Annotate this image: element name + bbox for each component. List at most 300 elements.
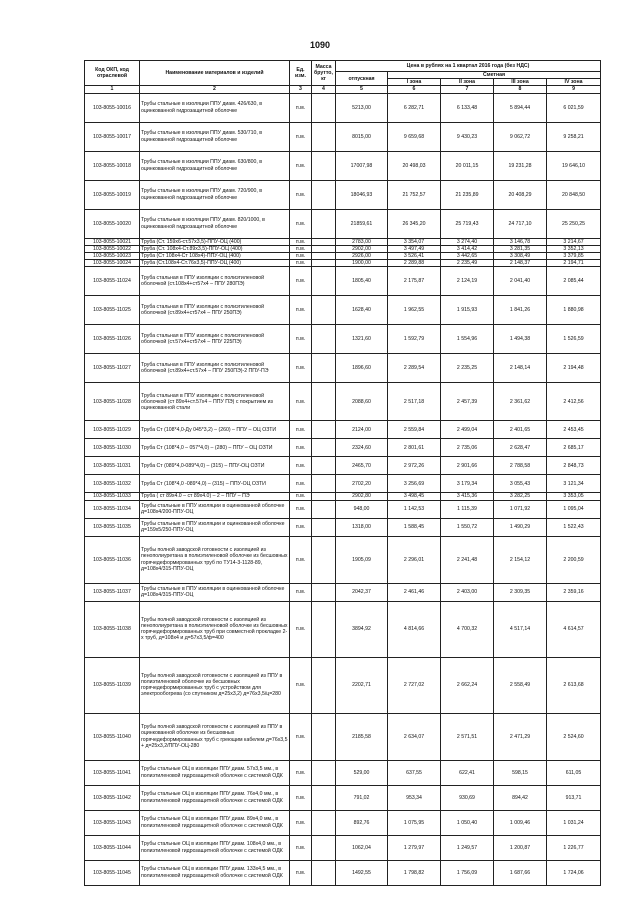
row-zone-4-price: 1 522,43 [547,518,601,536]
row-zone-2-price: 20 011,15 [441,151,494,180]
row-release-price: 21859,61 [336,209,388,238]
row-zone-3-price: 598,15 [494,760,547,785]
row-zone-1-price: 2 175,87 [388,267,441,296]
row-zone-3-price: 1 200,87 [494,835,547,860]
header-code: Код ОКП, код отраслевой [85,61,140,86]
row-zone-1-price: 2 289,88 [388,260,441,267]
row-zone-4-price: 2 085,44 [547,267,601,296]
row-zone-4-price: 9 258,21 [547,122,601,151]
row-mass [312,500,336,518]
table-row [85,860,601,885]
table-row [85,457,601,475]
column-index: 1 [85,86,140,93]
row-zone-3-price: 1 841,26 [494,296,547,325]
row-zone-3-price: 19 231,28 [494,151,547,180]
row-code: 103-8055-10024 [85,260,140,267]
row-zone-2-price: 2 124,19 [441,267,494,296]
row-mass [312,296,336,325]
table-header [85,61,601,94]
row-unit: п.м. [290,354,312,383]
row-zone-2-price: 1 554,96 [441,325,494,354]
row-release-price: 1628,40 [336,296,388,325]
row-release-price: 2902,00 [336,245,388,252]
row-zone-2-price: 2 571,51 [441,713,494,760]
row-name: Трубы стальные ОЦ в изоляции ППУ диам. 133х4,5 мм., в полиэтиленовой гидрозащитной оболочке с системой ОДК [140,860,290,885]
row-name: Трубы полной заводской готовности с изоляцией из ППУ в полиэтиленовой оболочке из бесшовных горячедеформированных труб с устройством для электрообогрева (со спутником д=25х3,2) д=76х3,5/ц=280 [140,657,290,713]
row-code: 103-8055-11036 [85,536,140,583]
row-code: 103-8055-10023 [85,253,140,260]
row-name: Трубы стальные ОЦ в изоляции ППУ диам. 57х3,5 мм., в полиэтиленовой гидрозащитной оболочке с системой ОДК [140,760,290,785]
row-zone-2-price: 9 430,23 [441,122,494,151]
row-unit: п.м. [290,238,312,245]
table-row [85,383,601,421]
row-release-price: 2124,00 [336,421,388,439]
table-row [85,260,601,267]
row-zone-3-price: 3 281,35 [494,245,547,252]
row-unit: п.м. [290,860,312,885]
row-zone-1-price: 3 497,49 [388,245,441,252]
row-zone-4-price: 1 526,59 [547,325,601,354]
row-zone-2-price: 1 915,93 [441,296,494,325]
row-unit: п.м. [290,209,312,238]
row-unit: п.м. [290,296,312,325]
row-unit: п.м. [290,151,312,180]
header-name: Наименование материалов и изделий [140,61,290,86]
row-name: Трубы стальные ОЦ в изоляции ППУ диам. 89х4,0 мм., в полиэтиленовой гидрозащитной оболочке с системой ОДК [140,810,290,835]
row-name: Трубы стальные ОЦ в изоляции ППУ диам. 76х4,0 мм., в полиэтиленовой гидрозащитной оболочке с системой ОДК [140,785,290,810]
row-zone-4-price: 611,05 [547,760,601,785]
row-name: Трубы полной заводской готовности с изоляцией из ППУ в оцинкованной оболочке из бесшовных горячедеформированных труб с греющим кабелем д=76х3,5 + д=25х3,2/ППУ-ОЦ-280 [140,713,290,760]
header-unit: Ед. изм. [290,61,312,86]
row-zone-4-price: 1 095,04 [547,500,601,518]
header-release: отпускная [336,72,388,86]
row-code: 103-8055-11039 [85,657,140,713]
header-zone-4: IV зона [547,79,601,86]
row-zone-1-price: 3 526,41 [388,253,441,260]
row-code: 103-8055-11031 [85,457,140,475]
row-name: Трубы полной заводской готовности с изоляцией из пенополиуретана в полиэтиленовой оболочке из бесшовных горячедеформированных труб по ТУ14-3-1128-89, д=108х4/315-ППУ-ОЦ [140,536,290,583]
row-release-price: 1062,04 [336,835,388,860]
row-release-price: 17007,98 [336,151,388,180]
row-release-price: 948,00 [336,500,388,518]
row-zone-2-price: 2 235,25 [441,354,494,383]
row-code: 103-8055-11027 [85,354,140,383]
row-mass [312,760,336,785]
row-code: 103-8055-10017 [85,122,140,151]
row-zone-3-price: 20 408,29 [494,180,547,209]
row-code: 103-8055-11040 [85,713,140,760]
row-zone-2-price: 1 249,57 [441,835,494,860]
row-unit: п.м. [290,500,312,518]
row-zone-1-price: 20 498,03 [388,151,441,180]
row-mass [312,713,336,760]
column-index: 9 [547,86,601,93]
row-zone-4-price: 4 614,57 [547,601,601,657]
row-zone-4-price: 6 021,59 [547,93,601,122]
row-zone-3-price: 2 148,37 [494,260,547,267]
row-release-price: 5213,00 [336,93,388,122]
table-row [85,267,601,296]
row-zone-3-price: 3 055,43 [494,475,547,493]
table-row [85,253,601,260]
row-zone-4-price: 25 250,25 [547,209,601,238]
table-body [85,93,601,885]
row-code: 103-8055-11037 [85,583,140,601]
row-zone-4-price: 3 121,34 [547,475,601,493]
row-zone-3-price: 1 071,92 [494,500,547,518]
row-name: Трубы стальные в ППУ изоляции и оцинкованной оболочке д=159х5/250-ППУ-ОЦ [140,518,290,536]
row-code: 103-8055-11034 [85,500,140,518]
row-zone-2-price: 2 901,66 [441,457,494,475]
row-unit: п.м. [290,657,312,713]
row-unit: п.м. [290,835,312,860]
row-zone-4-price: 2 685,17 [547,439,601,457]
row-zone-4-price: 19 646,10 [547,151,601,180]
row-mass [312,475,336,493]
header-estimate: Сметная [388,72,601,79]
row-release-price: 791,02 [336,785,388,810]
row-release-price: 8015,00 [336,122,388,151]
row-zone-2-price: 1 115,39 [441,500,494,518]
row-zone-1-price: 9 659,68 [388,122,441,151]
row-mass [312,245,336,252]
row-code: 103-8055-11041 [85,760,140,785]
row-zone-2-price: 3 442,65 [441,253,494,260]
row-unit: п.м. [290,421,312,439]
row-mass [312,421,336,439]
row-name: Труба (Ст. 108х4-Ст.89х3,5)-ППУ-ОЦ (400) [140,245,290,252]
row-zone-1-price: 1 142,53 [388,500,441,518]
row-zone-2-price: 930,69 [441,785,494,810]
row-zone-3-price: 1 490,29 [494,518,547,536]
row-zone-2-price: 4 700,32 [441,601,494,657]
table-row [85,493,601,500]
table-row [85,657,601,713]
row-zone-1-price: 3 498,45 [388,493,441,500]
column-index: 2 [140,86,290,93]
row-name: Трубы полной заводской готовности с изоляцией из пенополиуретана в полиэтиленовой оболочке из бесшовных горячедеформированных труб при совместной прокладке 2-х труб, д=108х4 и д=57х3,5/ф=400 [140,601,290,657]
header-zone-1: I зона [388,79,441,86]
table-row [85,354,601,383]
row-zone-3-price: 2 041,40 [494,267,547,296]
row-zone-4-price: 1 031,24 [547,810,601,835]
row-name: Трубы стальные в ППУ изоляции в оцинкованной оболочке д=108х4/200-ППУ-ОЦ [140,500,290,518]
row-zone-1-price: 1 798,82 [388,860,441,885]
row-release-price: 2324,60 [336,439,388,457]
row-name: Трубы стальные в изоляции ППУ диам. 630/800, в оцинкованной гидрозащитной оболочке [140,151,290,180]
row-zone-3-price: 2 558,49 [494,657,547,713]
row-release-price: 1805,40 [336,267,388,296]
row-mass [312,493,336,500]
row-release-price: 1321,60 [336,325,388,354]
row-name: Трубы стальные в изоляции ППУ диам. 426/630, в оцинкованной гидрозащитной оболочке [140,93,290,122]
row-zone-3-price: 2 148,14 [494,354,547,383]
row-code: 103-8055-10019 [85,180,140,209]
column-index: 7 [441,86,494,93]
row-mass [312,601,336,657]
row-zone-3-price: 2 628,47 [494,439,547,457]
row-code: 103-8055-11025 [85,296,140,325]
row-mass [312,860,336,885]
table-row [85,209,601,238]
row-zone-1-price: 953,34 [388,785,441,810]
row-unit: п.м. [290,383,312,421]
table-row [85,180,601,209]
row-release-price: 3894,92 [336,601,388,657]
row-zone-4-price: 2 613,68 [547,657,601,713]
row-unit: п.м. [290,260,312,267]
column-index: 4 [312,86,336,93]
row-unit: п.м. [290,180,312,209]
row-zone-4-price: 2 453,45 [547,421,601,439]
row-zone-2-price: 2 403,00 [441,583,494,601]
table-row [85,93,601,122]
row-zone-1-price: 2 634,07 [388,713,441,760]
row-release-price: 2783,00 [336,238,388,245]
row-name: Труба (Ст. 159х6-ст.57х3,5)-ППУ-ОЦ (400) [140,238,290,245]
row-zone-2-price: 2 457,39 [441,383,494,421]
row-name: Труба Ст (089*4,0-089*4,0) – (315) – ППУ-ОЦ ОЗТИ [140,457,290,475]
row-release-price: 2042,37 [336,583,388,601]
row-mass [312,253,336,260]
row-zone-1-price: 3 256,69 [388,475,441,493]
table-row [85,500,601,518]
row-code: 103-8055-11045 [85,860,140,885]
row-zone-2-price: 2 235,49 [441,260,494,267]
row-zone-1-price: 1 592,79 [388,325,441,354]
row-unit: п.м. [290,475,312,493]
table-row [85,151,601,180]
table-row [85,810,601,835]
row-zone-3-price: 2 788,58 [494,457,547,475]
row-name: Труба стальная в ППУ изоляции с полиэтиленовой оболочкой (ст.108х4+ст57х4 – ППУ 280ПЭ) [140,267,290,296]
row-name: Труба Ст (108*4,0-Ду 045*3,2) – (260) – ППУ – ОЦ ОЗТИ [140,421,290,439]
page-number: 1090 [309,40,331,50]
row-release-price: 2926,00 [336,253,388,260]
row-mass [312,238,336,245]
row-zone-4-price: 1 880,98 [547,296,601,325]
row-zone-3-price: 3 308,49 [494,253,547,260]
row-zone-4-price: 2 200,59 [547,536,601,583]
row-code: 103-8055-11033 [85,493,140,500]
row-zone-1-price: 2 461,46 [388,583,441,601]
row-zone-4-price: 2 524,60 [547,713,601,760]
row-mass [312,439,336,457]
row-name: Трубы стальные в изоляции ППУ диам. 720/900, в оцинкованной гидрозащитной оболочке [140,180,290,209]
row-unit: п.м. [290,601,312,657]
row-release-price: 1896,60 [336,354,388,383]
row-zone-4-price: 2 194,71 [547,260,601,267]
row-code: 103-8055-11028 [85,383,140,421]
row-name: Труба стальная в ППУ изоляции с полиэтиленовой оболочкой (ст.89х4+ст.57х4 – ППУ 250ПЭ)-2 ППУ-ПЭ [140,354,290,383]
row-zone-2-price: 2 735,06 [441,439,494,457]
row-code: 103-8055-11035 [85,518,140,536]
row-zone-1-price: 21 752,57 [388,180,441,209]
row-unit: п.м. [290,439,312,457]
row-zone-1-price: 6 282,71 [388,93,441,122]
row-name: Трубы стальные ОЦ в изоляции ППУ диам. 108х4,0 мм., в полиэтиленовой гидрозащитной оболочке с системой ОДК [140,835,290,860]
row-unit: п.м. [290,325,312,354]
row-zone-2-price: 3 274,40 [441,238,494,245]
row-mass [312,835,336,860]
table-row [85,238,601,245]
row-name: Труба стальная в ППУ изоляции с полиэтиленовой оболочкой (ст 89х4+ст.57х4 – ППУ ПЭ) с покрытием из оцинкованной стали [140,383,290,421]
row-code: 103-8055-11024 [85,267,140,296]
row-zone-3-price: 4 517,14 [494,601,547,657]
table-row [85,785,601,810]
row-unit: п.м. [290,267,312,296]
row-zone-1-price: 1 962,55 [388,296,441,325]
row-zone-4-price: 1 724,06 [547,860,601,885]
row-unit: п.м. [290,760,312,785]
row-name: Трубы стальные в изоляции ППУ диам. 530/710, в оцинкованной гидрозащитной оболочке [140,122,290,151]
row-release-price: 2902,80 [336,493,388,500]
row-zone-3-price: 9 062,72 [494,122,547,151]
row-mass [312,457,336,475]
table-row [85,245,601,252]
row-zone-3-price: 1 009,46 [494,810,547,835]
table-row [85,421,601,439]
table-row [85,518,601,536]
row-mass [312,785,336,810]
row-name: Трубы стальные в изоляции ППУ диам. 820/1000, в оцинкованной гидрозащитной оболочке [140,209,290,238]
column-index: 5 [336,86,388,93]
header-price-group: Цена в рублях на 1 квартал 2016 года (без НДС) [336,61,601,72]
header-mass: Масса брутто, кг [312,61,336,86]
row-zone-1-price: 2 296,01 [388,536,441,583]
row-name: Труба (Ст.108х4-Ст.76х3,5)-ППУ-ОЦ (400) [140,260,290,267]
row-unit: п.м. [290,493,312,500]
row-code: 103-8055-11038 [85,601,140,657]
row-zone-1-price: 26 345,20 [388,209,441,238]
row-unit: п.м. [290,518,312,536]
row-zone-3-price: 24 717,10 [494,209,547,238]
column-index: 8 [494,86,547,93]
row-release-price: 2185,58 [336,713,388,760]
row-mass [312,518,336,536]
row-zone-1-price: 2 289,54 [388,354,441,383]
row-name: Труба (Ст 108х4-Ст 108х4)-ППУ-ОЦ (400) [140,253,290,260]
row-zone-3-price: 5 894,44 [494,93,547,122]
row-code: 103-8055-10020 [85,209,140,238]
row-mass [312,583,336,601]
table-row [85,601,601,657]
row-unit: п.м. [290,583,312,601]
row-name: Труба Ст (108*4,0 – 057*4,0) – (280) – ППУ – ОЦ ОЗТИ [140,439,290,457]
row-code: 103-8055-11042 [85,785,140,810]
row-release-price: 892,76 [336,810,388,835]
row-mass [312,354,336,383]
header-zone-2: II зона [441,79,494,86]
row-mass [312,325,336,354]
row-zone-3-price: 2 361,62 [494,383,547,421]
row-zone-2-price: 2 662,24 [441,657,494,713]
row-zone-3-price: 2 309,35 [494,583,547,601]
table-row [85,325,601,354]
row-zone-2-price: 1 050,40 [441,810,494,835]
row-zone-3-price: 2 471,29 [494,713,547,760]
row-code: 103-8055-10018 [85,151,140,180]
row-code: 103-8055-10022 [85,245,140,252]
row-name: Труба стальная в ППУ изоляции с полиэтиленовой оболочкой (ст.89х4+ст57х4 – ППУ 250ПЭ) [140,296,290,325]
row-release-price: 2702,20 [336,475,388,493]
row-zone-2-price: 21 235,89 [441,180,494,209]
row-zone-2-price: 1 550,72 [441,518,494,536]
row-release-price: 1900,00 [336,260,388,267]
row-zone-2-price: 3 415,36 [441,493,494,500]
row-zone-1-price: 2 727,02 [388,657,441,713]
row-zone-2-price: 6 133,48 [441,93,494,122]
row-name: Труба Ст (108*4,0 -089*4,0) – (315) – ППУ-ОЦ ОЗТИ [140,475,290,493]
row-code: 103-8055-11032 [85,475,140,493]
table-row [85,583,601,601]
row-zone-2-price: 25 719,43 [441,209,494,238]
row-name: Труба ( ст 89х4.0 – ст 89х4.0) – 2 – ППУ – ПЭ [140,493,290,500]
row-zone-1-price: 1 588,45 [388,518,441,536]
row-zone-3-price: 1 494,38 [494,325,547,354]
column-index: 6 [388,86,441,93]
row-zone-3-price: 894,42 [494,785,547,810]
price-table [84,60,601,886]
row-release-price: 2465,70 [336,457,388,475]
row-release-price: 1905,09 [336,536,388,583]
table-row [85,760,601,785]
row-zone-4-price: 913,71 [547,785,601,810]
row-release-price: 18046,93 [336,180,388,209]
row-mass [312,93,336,122]
row-zone-1-price: 1 075,95 [388,810,441,835]
row-code: 103-8055-11026 [85,325,140,354]
table-row [85,536,601,583]
row-zone-4-price: 1 226,77 [547,835,601,860]
row-zone-4-price: 2 412,56 [547,383,601,421]
column-index: 3 [290,86,312,93]
row-release-price: 2088,60 [336,383,388,421]
row-unit: п.м. [290,810,312,835]
row-zone-3-price: 1 687,66 [494,860,547,885]
row-mass [312,260,336,267]
column-index-row [85,86,601,93]
row-unit: п.м. [290,122,312,151]
row-zone-4-price: 2 359,16 [547,583,601,601]
row-zone-4-price: 3 214,67 [547,238,601,245]
row-code: 103-8055-10021 [85,238,140,245]
row-zone-3-price: 3 282,25 [494,493,547,500]
row-zone-1-price: 2 559,84 [388,421,441,439]
row-zone-4-price: 3 379,85 [547,253,601,260]
row-zone-1-price: 2 517,18 [388,383,441,421]
row-unit: п.м. [290,245,312,252]
row-mass [312,209,336,238]
row-zone-1-price: 1 279,97 [388,835,441,860]
row-zone-4-price: 20 848,50 [547,180,601,209]
row-unit: п.м. [290,253,312,260]
row-zone-3-price: 2 401,65 [494,421,547,439]
table-row [85,475,601,493]
row-zone-2-price: 1 756,09 [441,860,494,885]
table-row [85,835,601,860]
row-zone-1-price: 3 354,07 [388,238,441,245]
row-zone-2-price: 2 499,04 [441,421,494,439]
table-row [85,713,601,760]
row-unit: п.м. [290,713,312,760]
row-unit: п.м. [290,536,312,583]
row-zone-3-price: 2 154,12 [494,536,547,583]
row-zone-4-price: 2 194,48 [547,354,601,383]
table-row [85,122,601,151]
row-zone-4-price: 3 352,13 [547,245,601,252]
header-zone-3: III зона [494,79,547,86]
